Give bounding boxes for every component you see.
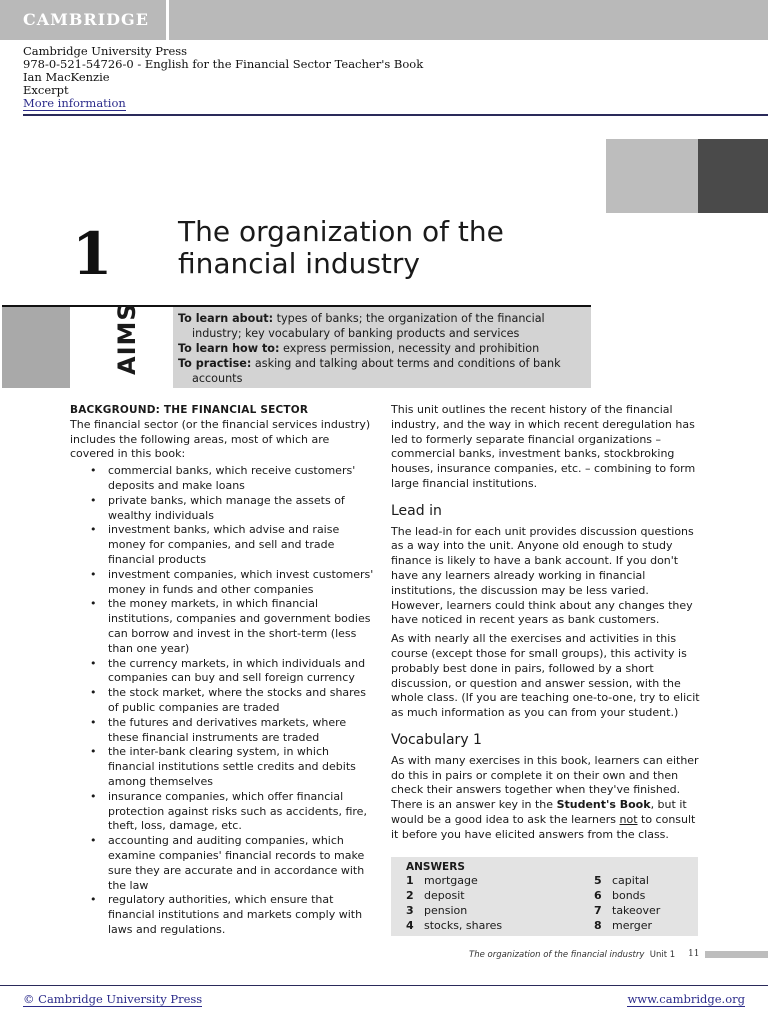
list-item: • investment companies, which invest customers' money in funds and other companies: [108, 568, 375, 598]
financial-sector-list: [70, 464, 375, 938]
vocabulary-heading: Vocabulary 1: [391, 731, 482, 748]
isbn-title: 978-0-521-54726-0 - English for the Financial Sector Teacher's Book: [23, 57, 424, 71]
top-bar-divider: [166, 0, 169, 40]
aims-label: AIMS: [113, 302, 141, 375]
cambridge-logo: CAMBRIDGE: [23, 10, 149, 29]
list-item: • commercial banks, which receive customers' deposits and make loans: [108, 464, 375, 494]
list-item: • private banks, which manage the assets of wealthy individuals: [108, 494, 375, 524]
answer-item: 5 capital: [594, 874, 649, 887]
list-item: • the currency markets, in which individuals and companies can buy and sell foreign currency: [108, 657, 375, 687]
aim-lead: To learn how to:: [178, 342, 280, 355]
aim-item: [178, 311, 586, 341]
left-column: [70, 403, 375, 938]
answer-item: 2 deposit: [406, 889, 465, 902]
decorative-block-light: [606, 139, 698, 213]
running-title: The organization of the financial industry: [469, 950, 645, 960]
list-item: • the futures and derivatives markets, where these financial instruments are traded: [108, 716, 375, 746]
answer-item: 6 bonds: [594, 889, 646, 902]
vocabulary-paragraph: As with many exercises in this book, learners can either do this in pairs or complete it on their own and then check their answers together when they've finished. There is an answer key in the Student's Book, but it would be a good idea to ask the learners not to consult it before you have elicited answers from the class.: [391, 753, 699, 841]
footer-bar: [705, 951, 768, 958]
aim-text: types of banks; the organization of the financial industry; key vocabulary of banking products and services: [192, 312, 545, 340]
unit-title: The organization of the financial industry: [178, 215, 504, 280]
aim-text: asking and talking about terms and conditions of bank accounts: [192, 357, 561, 385]
unit-number: 1: [72, 220, 113, 288]
aim-item: [178, 356, 586, 386]
list-item: • regulatory authorities, which ensure that financial institutions and markets comply with laws and regulations.: [108, 893, 375, 937]
list-item: • insurance companies, which offer financial protection against risks such as accidents, fire, theft, loss, damage, etc.: [108, 790, 375, 834]
right-column: [391, 403, 701, 847]
unit-label: Unit 1: [649, 950, 676, 960]
footer-rule: [0, 985, 768, 986]
aim-lead: To practise:: [178, 357, 252, 370]
list-item: • the inter-bank clearing system, in which financial institutions settle credits and debits among themselves: [108, 745, 375, 789]
copyright-link[interactable]: © Cambridge University Press: [23, 992, 203, 1006]
lead-in-heading: Lead in: [391, 502, 442, 519]
aims-side-block: [2, 307, 70, 388]
running-footer: [469, 950, 675, 960]
aim-item: [178, 341, 586, 356]
aim-lead: To learn about:: [178, 312, 274, 325]
background-intro: The financial sector (or the financial services industry) includes the following areas, most of which are covered in this book:: [70, 417, 371, 461]
answer-item: 1 mortgage: [406, 874, 478, 887]
aim-text: express permission, necessity and prohibition: [279, 342, 540, 355]
header-rule: [23, 114, 768, 116]
answer-item: 4 stocks, shares: [406, 919, 503, 932]
cambridge-site-link[interactable]: www.cambridge.org: [627, 992, 745, 1006]
lead-in-paragraph: As with nearly all the exercises and activities in this course (except those for small groups), this activity is probably best done in pairs, followed by a short discussion, or question and answer session, with the whole class. (If you are teaching one-to-one, try to elicit as much information as you can from your student.): [391, 632, 700, 720]
more-information-link[interactable]: More information: [23, 96, 126, 110]
excerpt-label: Excerpt: [23, 83, 69, 97]
list-item: • the money markets, in which financial institutions, companies and government bodies can borrow and invest in the short-term (less than one year): [108, 597, 375, 656]
list-item: • accounting and auditing companies, which examine companies' financial records to make sure they are accurate and in accordance with the law: [108, 834, 375, 893]
answer-item: 8 merger: [594, 919, 653, 932]
background-heading: BACKGROUND: THE FINANCIAL SECTOR: [70, 404, 309, 416]
answers-heading: ANSWERS: [406, 861, 465, 873]
author: Ian MacKenzie: [23, 70, 110, 84]
book-metadata: [23, 45, 423, 110]
answer-item: 3 pension: [406, 904, 468, 917]
unit-overview: This unit outlines the recent history of the financial industry, and the way in which recent deregulation has led to formerly separate financial organizations – commercial banks, investment banks, stockbroking houses, insurance companies, etc. – combining to form large financial institutions.: [391, 403, 696, 490]
decorative-block-dark: [698, 139, 768, 213]
answer-item: 7 takeover: [594, 904, 661, 917]
list-item: • investment banks, which advise and raise money for companies, and sell and trade financial products: [108, 523, 375, 567]
aims-list: [178, 311, 586, 386]
top-bar: [0, 0, 768, 40]
students-book-bold: Student's Book: [556, 798, 651, 812]
list-item: • the stock market, where the stocks and shares of public companies are traded: [108, 686, 375, 716]
publisher: Cambridge University Press: [23, 44, 188, 58]
page-number: 11: [688, 949, 700, 959]
not-underline: not: [619, 812, 638, 826]
lead-in-paragraph: The lead-in for each unit provides discussion questions as a way into the unit. Anyone old enough to study finance is likely to have a bank account. If you don't have any learners already working in financial institutions, the discussion may be less varied. However, learners could think about any changes they have noticed in recent years as bank customers.: [391, 524, 694, 627]
answers-box: [391, 857, 698, 936]
